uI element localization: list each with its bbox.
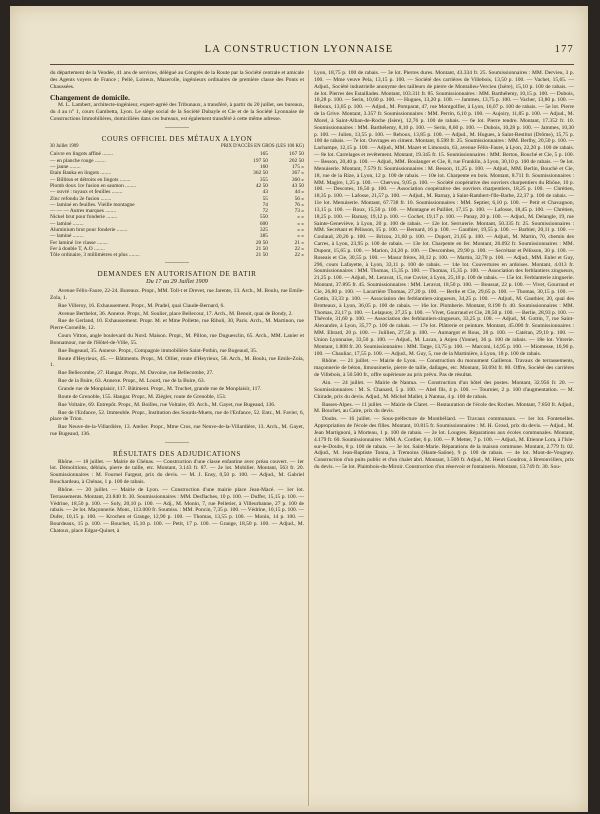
metal-row: — laminé ........ 385 » » <box>50 233 304 240</box>
metals-heading: COURS OFFICIEL DES MÉTAUX A LYON <box>101 134 253 143</box>
section-separator: ———— <box>165 260 189 267</box>
page-number: 177 <box>554 44 574 55</box>
permit-entry: Rue de Gerland, 10. Exhaussement. Propr. M. et Mme Pollette, rue Riboli, 30, Paris. Arch., M. Martinon, rue Pierre-Corneille, 12. <box>50 318 304 332</box>
section-separator: ———— <box>165 439 189 446</box>
section-separator: ———— <box>165 124 189 131</box>
metals-table-header <box>50 144 304 151</box>
metal-row: Fer à double T, A.O ........ 21 50 22 » <box>50 245 304 252</box>
result-entry: Doubs. — 16 juillet. — Sous-préfecture de Montbéliard. — Travaux communaux. — 1er lot. Fontenelles. Appropriation de l'école des filles. Montant, 10.815 fr. Soumissionnaires : M. H. Grosd, prix du devis. — Adjud., M. Jean Martignoni, à Morteau, 1 p. 100 de rabais. — 2e lot. Lougres. Réparations aux écoles communales. Montant, 4.179 fr. 60. Soumissionnaires : MM. A. Cordier, 6 p. 100. — P. Metter, 7 p. 100. — Adjud., M. Etienne Lora, à l'Isle-sur-le-Doubs, 8 p. 100 de rabais. — 3e lot. Saint-Marie. Réparations de la maison commune. Montant, 2.779 fr. 02. Adjud., M. Jean-Baptiste Tonna, à Tremoins (Haute-Saône), 9 p. 100 de rabais. — 4e lot. Mont-de-Vougney. Construction d'un puits public et d'un chalet abri. Montant, 3.500 fr. Adjud., M. Henri Goudron, à Bretonvillers, prix du devis. — 5e lot. Plaimbois-du-Miroir. Construction d'un réservoir et fontaineris. Montant, 13.749 fr. 30. Sou- <box>314 416 574 471</box>
result-entry: Rhône. — 18 juillet. — Mairie de Chénas. — Construction d'une classe enfantine avec préau couvert. — 1er lot. Démolitions, déblais, pierre de taille, etc. Montant, 3.143 fr. 87. — 2e lot. Mobilier. Montant, 563 fr. 20. Soumissionnaires : M. Fournel Fargeat, prix du devis. — M. J. Ensy, 0,50 p. 100. — Adjud., M. Gabriel Bouchardeau, à Chénas, 1 p. 100 de rabais. <box>50 458 304 486</box>
permit-entry: Rue Villeroy, 16. Exhaussement. Propr., M. Pradel, quai Claude-Bernard, 6. <box>58 302 225 309</box>
intro-paragraph: du département de la Vendée, 41 ans de services, délégué au Congrès de la Route par la Société centrale et amicale des Agents voyers de France ; Pellé, Loireux, Mazerolle, ingénieurs ordinaires de première classe des Ponts et Chaussées. <box>50 70 304 90</box>
result-entry: Basses-Alpes. — 11 juillet. — Mairie de Claret. — Restauration de l'école des Roches. Montant, 7.850 fr. Adjud., M. Bouchet, au Caire, prix du devis. <box>314 401 574 415</box>
result-entry: Ain. — 24 juillet. — Mairie de Nantua. — Construction d'un hôtel des postes. Montant, 32.956 fr. 20. — Soumissionnaires : M. S. Chanard, 5 p. 100. — Abel fils, 4 p. 100. — Tournier, 2 p. 100 d'augmentation. — M. Chirade, prix du devis. Adjud., M. Michel Mallet, à Nantua, 4 p. 100 de rabais. <box>314 379 574 400</box>
permit-entry: Rue Bellecombe, 27. Hangar. Propr., M. Davoine, rue Bellecombe, 27. <box>58 370 214 377</box>
metal-row: Fer laminé 1re classe ........ 20 50 21 » <box>50 239 304 246</box>
metal-row: — jaune ........ 160 175 » <box>50 164 304 171</box>
metal-row: Aluminium brut pour fonderie ........ 325 » » <box>50 227 304 233</box>
metals-table <box>50 151 304 258</box>
metal-row: Etain Banka en lingots ........ 362 50 367 » <box>50 170 304 177</box>
permit-entry: Rue Neuve-de-la-Villardière, 13. Atelier. Propr., Mme Cros, rue Neuve-de-la-Villardière, 13. Arch., M. Gayet, rue Bugeaud, 136. <box>50 424 304 438</box>
permit-entry: Avenue Félix-Faure, 22-24. Bureaux. Propr., MM. Toll-t et Drevet, rue Jarente, 13. Arch., M. Boulu, rue Emile-Zola, 1. <box>50 288 304 301</box>
metal-row: — — — Autres marques ........ 72 73 » <box>50 208 304 215</box>
result-entry: Rhône. — 21 juillet. — Mairie de Lyon. — Construction du monument Gailleton. Travaux de terrassements, maçonnerie de béton, limousinerie, pierre de taille, dallages, etc. Montant, 50.094 fr. 80. Offre, Société des carrières de Villebois, à 50.500 fr., offre supérieure au prix prévu. Pas de résultat. <box>314 358 574 379</box>
metal-row: Plomb doux 1re fusion en saumon ........ 42 50 43 50 <box>50 182 304 189</box>
metal-row: — ouvré : tuyaux et feuilles ........ 43 44 » <box>50 189 304 196</box>
permits-subtitle: Du 17 au 29 Juillet 1909 <box>146 278 208 286</box>
left-column <box>50 70 304 806</box>
metal-row: Tôle ordinaire, 3 millimètres et plus ........ 21 50 22 » <box>50 252 304 259</box>
result-entry: Rhône. — 20 juillet. — Mairie de Lyon. — Construction d'une mairie place Jean-Macé. — 1er lot. Terrassements. Montant, 23.840 fr. 30. Soumissionnaires : MM. Desflaches, 10 p. 100. — Duffer, 15,15 p. 100. — Védrine, 18,50 p. 100. — Soly, 20,10 p. 100. — Adj., M. Monin, 7, rue Pelletier, à Villeurbanne, 27 p. 100 de rabais. — 2e lot. Maçonnerie. Mont., 113.000 fr. Soumiss. : MM. Poncin, 7,35 p. 100. — Védrine, 10,15 p. 100. — Dufer, 10,15 p. 100. — Krochen et Grange, 12,90 p. 100. — Thomas, 13,55 p. 100. — Monin, 14 p. 100. — Bourdeaux, 15 p. 100. — Bouchet, 15,10 p. 100. — Petit, 17 p. 100. — Grange, 18,50 p. 100. — Adjud., M. Chatoux, place Edgar-Quinet, à <box>50 486 304 535</box>
permit-entry: Rue de l'Enfance, 52. Immeuble. Propr., Institution des Sourds-Muets, rue de l'Enfance, 52. Entr., M. Favier, 6, place de Trion. <box>50 409 304 423</box>
page-header <box>10 44 588 60</box>
metal-row: — laminé ........ 600 » » <box>50 220 304 227</box>
change-of-address-text: M. L. Lambert, architecte-ingénieur, expert-agréé des Tribunaux, a transféré, à partir du 20 juillet, ses bureaux, du 4 au n° 1, cours Gambetta, Lyon. Le siège social de la Société Dubayle et Cie et de la Société Lyonnaise de Constructions Immobilières, domiciliées dans ces bureaux, est également transféré à cette même adresse. <box>50 102 304 123</box>
permit-entry: Rue Voltaire, 69. Entrepôt. Propr., M. Boilles, rue Voltaire, 69. Arch., M. Gayet, rue Bugeaud, 136. <box>58 401 276 408</box>
journal-title: LA CONSTRUCTION LYONNAISE <box>204 44 394 55</box>
metal-row: Zinc refondu 2e fusion ........ 55 56 » <box>50 195 304 202</box>
change-of-address-heading: Changement de domicile. <box>50 92 130 102</box>
permit-entry: Rue de la Buire, 63. Annexe. Propr., M. Lourd, rue de la Buire, 63. <box>58 378 205 385</box>
metal-row: Cuivre en lingots affiné ........ 165 167 50 <box>50 151 304 158</box>
permit-entry: Cours Vitton, angle boulevard du Nord. Maison. Propr., M. Pillon, rue Duguesclin, 65. Arch., MM. Lanier et Bonnamour, rue de l'Hôtel-de-Ville, 55. <box>50 333 304 346</box>
permit-entry: Grande rue de Monplaisir, 117. Bâtiment. Propr., M. Truchet, grande rue de Monplaisir, 117. <box>58 385 262 392</box>
permit-entry: Route d'Heyrieux, 45. — Bâtiments. Propr., M. Ollier, route d'Heyrieux, 58. Arch., M. Boulu, rue Emile-Zola, 1. <box>50 355 304 369</box>
metals-price-header: PRIX D'ACCÈS EN GROS (LES 100 KG) <box>221 143 304 149</box>
newspaper-page <box>10 6 588 812</box>
permit-entry: Route de Grenoble, 155. Hangar. Propr., M. Ziégler, route de Grenoble, 153. <box>58 393 227 400</box>
metal-row: — Billiton et détroits en lingots ........ 355 360 » <box>50 176 304 183</box>
metals-date: 30 Juillet 1909 <box>50 143 79 149</box>
metal-row: — en planche rouge ........ 197 50 202 50 <box>50 157 304 164</box>
permit-entry: Rue Bugeaud, 35. Annexe. Propr., Compagnie immobilière Saint-Pothin, rue Bugeaud, 35. <box>58 347 258 354</box>
metal-row: Nickel brut pour fonderie ........ 550 » » <box>50 214 304 221</box>
permits-heading: DEMANDES EN AUTORISATION DE BATIR <box>97 270 257 279</box>
header-rule <box>50 64 574 65</box>
metal-row: — laminé en feuilles. Vieille montagne 74 76 » <box>50 201 304 208</box>
column-divider <box>308 70 309 806</box>
results-heading: RÉSULTATS DES ADJUDICATIONS <box>113 449 241 458</box>
right-column <box>314 70 574 806</box>
permit-entry: Avenue Berthelot, 36. Annexe. Propr., M. Soulier, place Bellecour, 17. Arch., M. Benoit, quai de Bondy, 2. <box>58 310 293 317</box>
result-entry: Lyon, 18,75 p. 100 de rabais. — 3e lot. Pierres dures. Montant, 43.334 fr. 25. Soumissionnaires : MM. Dervieu, 3 p. 100. — Mme veuve Pela, 13,15 p. 100. — Société des carrières de Villebois, 13,50 p. 100. — Vachet, 15,65. — Adjud., Société industrielle anonyme des tailleurs de pierre de Montalieu-Vercieu (Isère), 15,10 p. 100 de rabais. — 4e lot. Pierres des Estaillades. Montant, 103.311 fr. 85. Soumissionnaires : MM. Barthélemy, 10,15 p. 100. — Dubois, 10,28 p. 100. — Serin, 10,60 p. 100. — Hugues, 13,20 p. 100. — Jammes, 13,75 p. 100. — Vacher, 13,80 p. 100. — Reboux, 13,85 p. 100. — Adjud., M. Pomparat, 47, rue Montgolfier, à Lyon, 16,07 p. 100 de rabais. — 5e lot. Pierre de la Grive. Montant, 3.357 fr. Soumissionnaires : MM. Perrin, 6,10 p. 100. — Aujoiry, 11,85 p. 100. — Adjud., M. Morel, à Saint-Alban-de-Roche (Isère), 12,76 p. 100 de rabais. — 6e lot. Pierre tendre. Montant, 17.352 fr. 10. Soumissionnaires : MM. Barthélemy, 8,10 p. 100. — Serin, 8,60 p. 100. — Dubois, 10,28 p. 100. — Jammes, 10,30 p. 100. — Julien, 13,55 p. 100. — Reboux, 13,85 p. 100. — Adjud., M. Hugues, à Saint-Restitut (Drôme), 15,75 p. 100 de rabais. — 7e lot. Ouvrages en ciment. Montant, 6.598 fr. 25. Soumissionnaires : MM. Berlhy, 20,50 p. 100. — Lachampe, 12,15 p. 100. — Adjud., MM. Mazet et Limousin, 63, avenue Félix-Faure, à Lyon, 22,20 p. 100 de rabais. — 8e lot. Carrelages et revêtement. Montant, 19.345 fr. 15. Soumissionnaires : MM. Berton, Bouché et Cie, 5 p. 100. — Besson, 20,40 p. 100. — Adjud., MM. Boulanger et Cie, 8, rue Franklin, à Lyon, 30,10 p. 100 de rabais. — 9e lot. Menuiserie. Montant, 7.579 fr. Soumissionnaires : M. Besson, 11,25 p. 100. — Adjud., MM. Berlin, Bouché et Cie, 18, rue de la Rize, à Lyon, 12 p. 100 de rabais. — 10e lot. Charpente en bois. Montant, 8.711 fr. Soumissionnaires : MM. Magire, 1,25 p. 100. — Chervou, 9,05 p. 100. — Société coopérative des ouvriers charpentiers du Rhône, 10 p. 100. — Descotes, 16,50 p. 100. — Association coopérative des ouvriers charpentiers, 18,25 p. 100. — Chrétien, 18,35 p. 100. — Lafosse, 21,57 p. 100. — Adjud., M. Barnay, à Saint-Rambert-l'Ile-Barbe, 22,37 p. 100 de rabais. — 11e lot. Menuiserie. Montant, 67.738 fr. 10. Soumissionnaires : MM. Septier, 6,10 p. 100. — Petit et Chavagnon, 13,15 p. 100. — Roux, 15,50 p. 100. — Montagne et Pailliet, 17,15 p. 100. — Lafosse, 18,45 p. 100. — Chrétien, 18,25 p. 100. — Barnay, 19,12 p. 100. — Cochet, 19,17 p. 100. — Panay, 20 p. 100. — Adjud., M. Delangle, 19, rue Sainte-Geneviève, à Lyon, 20 p. 100 de rabais. — 12e lot. Serrurerie. Montant, 50.335 fr. 25. Soumissionnaires : MM. Secrétant et Pélisson, 15 p. 100. — Bernard, 16 p. 100. — Gauthier, 19,55 p. 100. — Barbier, 20,11 p. 100. — Coulaud, 20,26 p. 100. — Brizou, 21,60 p. 100. — Duport, 21,65 p. 100. — Adjud., M. Martin, 70, chemin des Carres, à Lyon, 23,95 p. 100 de rabais. — 13e lot. Charpente en fer. Montant, 26.092 fr. Soumissionnaires : MM. Dupont, 15,65 p. 100. — Marion, 24,20 p. 100. — Descombes, 29,90 p. 100. — Secrétant et Pélisson, 30 p. 100. — Roseais et Cie, 30,55 p. 100. — Masur frères, 30,12 p. 100. — Martin, 32,70 p. 100. — Adjud., MM. Enler et Guy, 296, cours Lafayette, à Lyon, 33,11 p. 100 de rabais. — 14e lot. Couvertures en ardoises. Montant, 4.013 fr. Soumissionnaires : MM. Thomas, 15,35 p. 100. — Thomas, 15,35 p. 100. — Association des ferblantiers zingueurs, 21,25 p. 100. — Adjud., M. Leravat, 15, rue Cuvier, à Lyon, 25,10 p. 100 de rabais. — 15e lot. Ferblanterie zinguerie. Montant, 37.895 fr. 45. Soumissionnaires : MM. Leravat, 18,50 p. 100. — Boussat, 22 p. 100. — Vivet, Gourraud et Cie, 26,80 p. 100. — Lacarrière Thomas, 27,20 p. 100. — Berlie et Cie, 29,65 p. 100. — Thomas, 30,15 p. 100. — Gottin, 33,33 p. 100. — Association des ferblantiers-zingueurs, 34,25 p. 100. — Adjud., M. Gauthier, 20, quai des Brotteaux, à Lyon, 36,05 p. 100 de rabais. — 16e lot. Plomberie. Montant, 8.190 fr. 40. Soumissionnaires : MM. Thomas, 23,17 p. 100. — Lelapuoy, 27,25 p. 100. — Vivet, Gourraud et Cie, 28,50 p. 100. — Berlie, 28,93 p. 100. — Thévole, 31,60 p. 100. — Association des ferblantiers-zingueurs, 33,25 p. 100. — Adjud., M. Gottin, 7, rue Saint-Alexandre, à Lyon, 35,77 p. 100 de rabais. — 17e lot. Plâtrerie et peinture. Montant, 45.000 fr. Soumissionnaires : MM. Ebrard, 20 p. 100. — Juillien, 27,50 p. 100. — Aumargot et Rous, 28 p. 100. — Catéran, 29,10 p. 100. — Union Lyonnaise, 33,50 p. 100. — Adjud., M. Lacan, à Anjeu (Yonne), 36 p. 100 de rabais. — 18e lot. Vitrerie. Montant, 1.808 fr. 20. Soumissionnaires : MM. Targe, 13,75 p. 100. — Marconi, 14,95 p. 100. — Miomesse, 16,90 p. 100. — Chauliac, 17,55 p. 100. — Adjud., M. Guy, 5, rue de la Martinière, à Lyon, 18 p. 100 de rabais. <box>314 70 574 357</box>
